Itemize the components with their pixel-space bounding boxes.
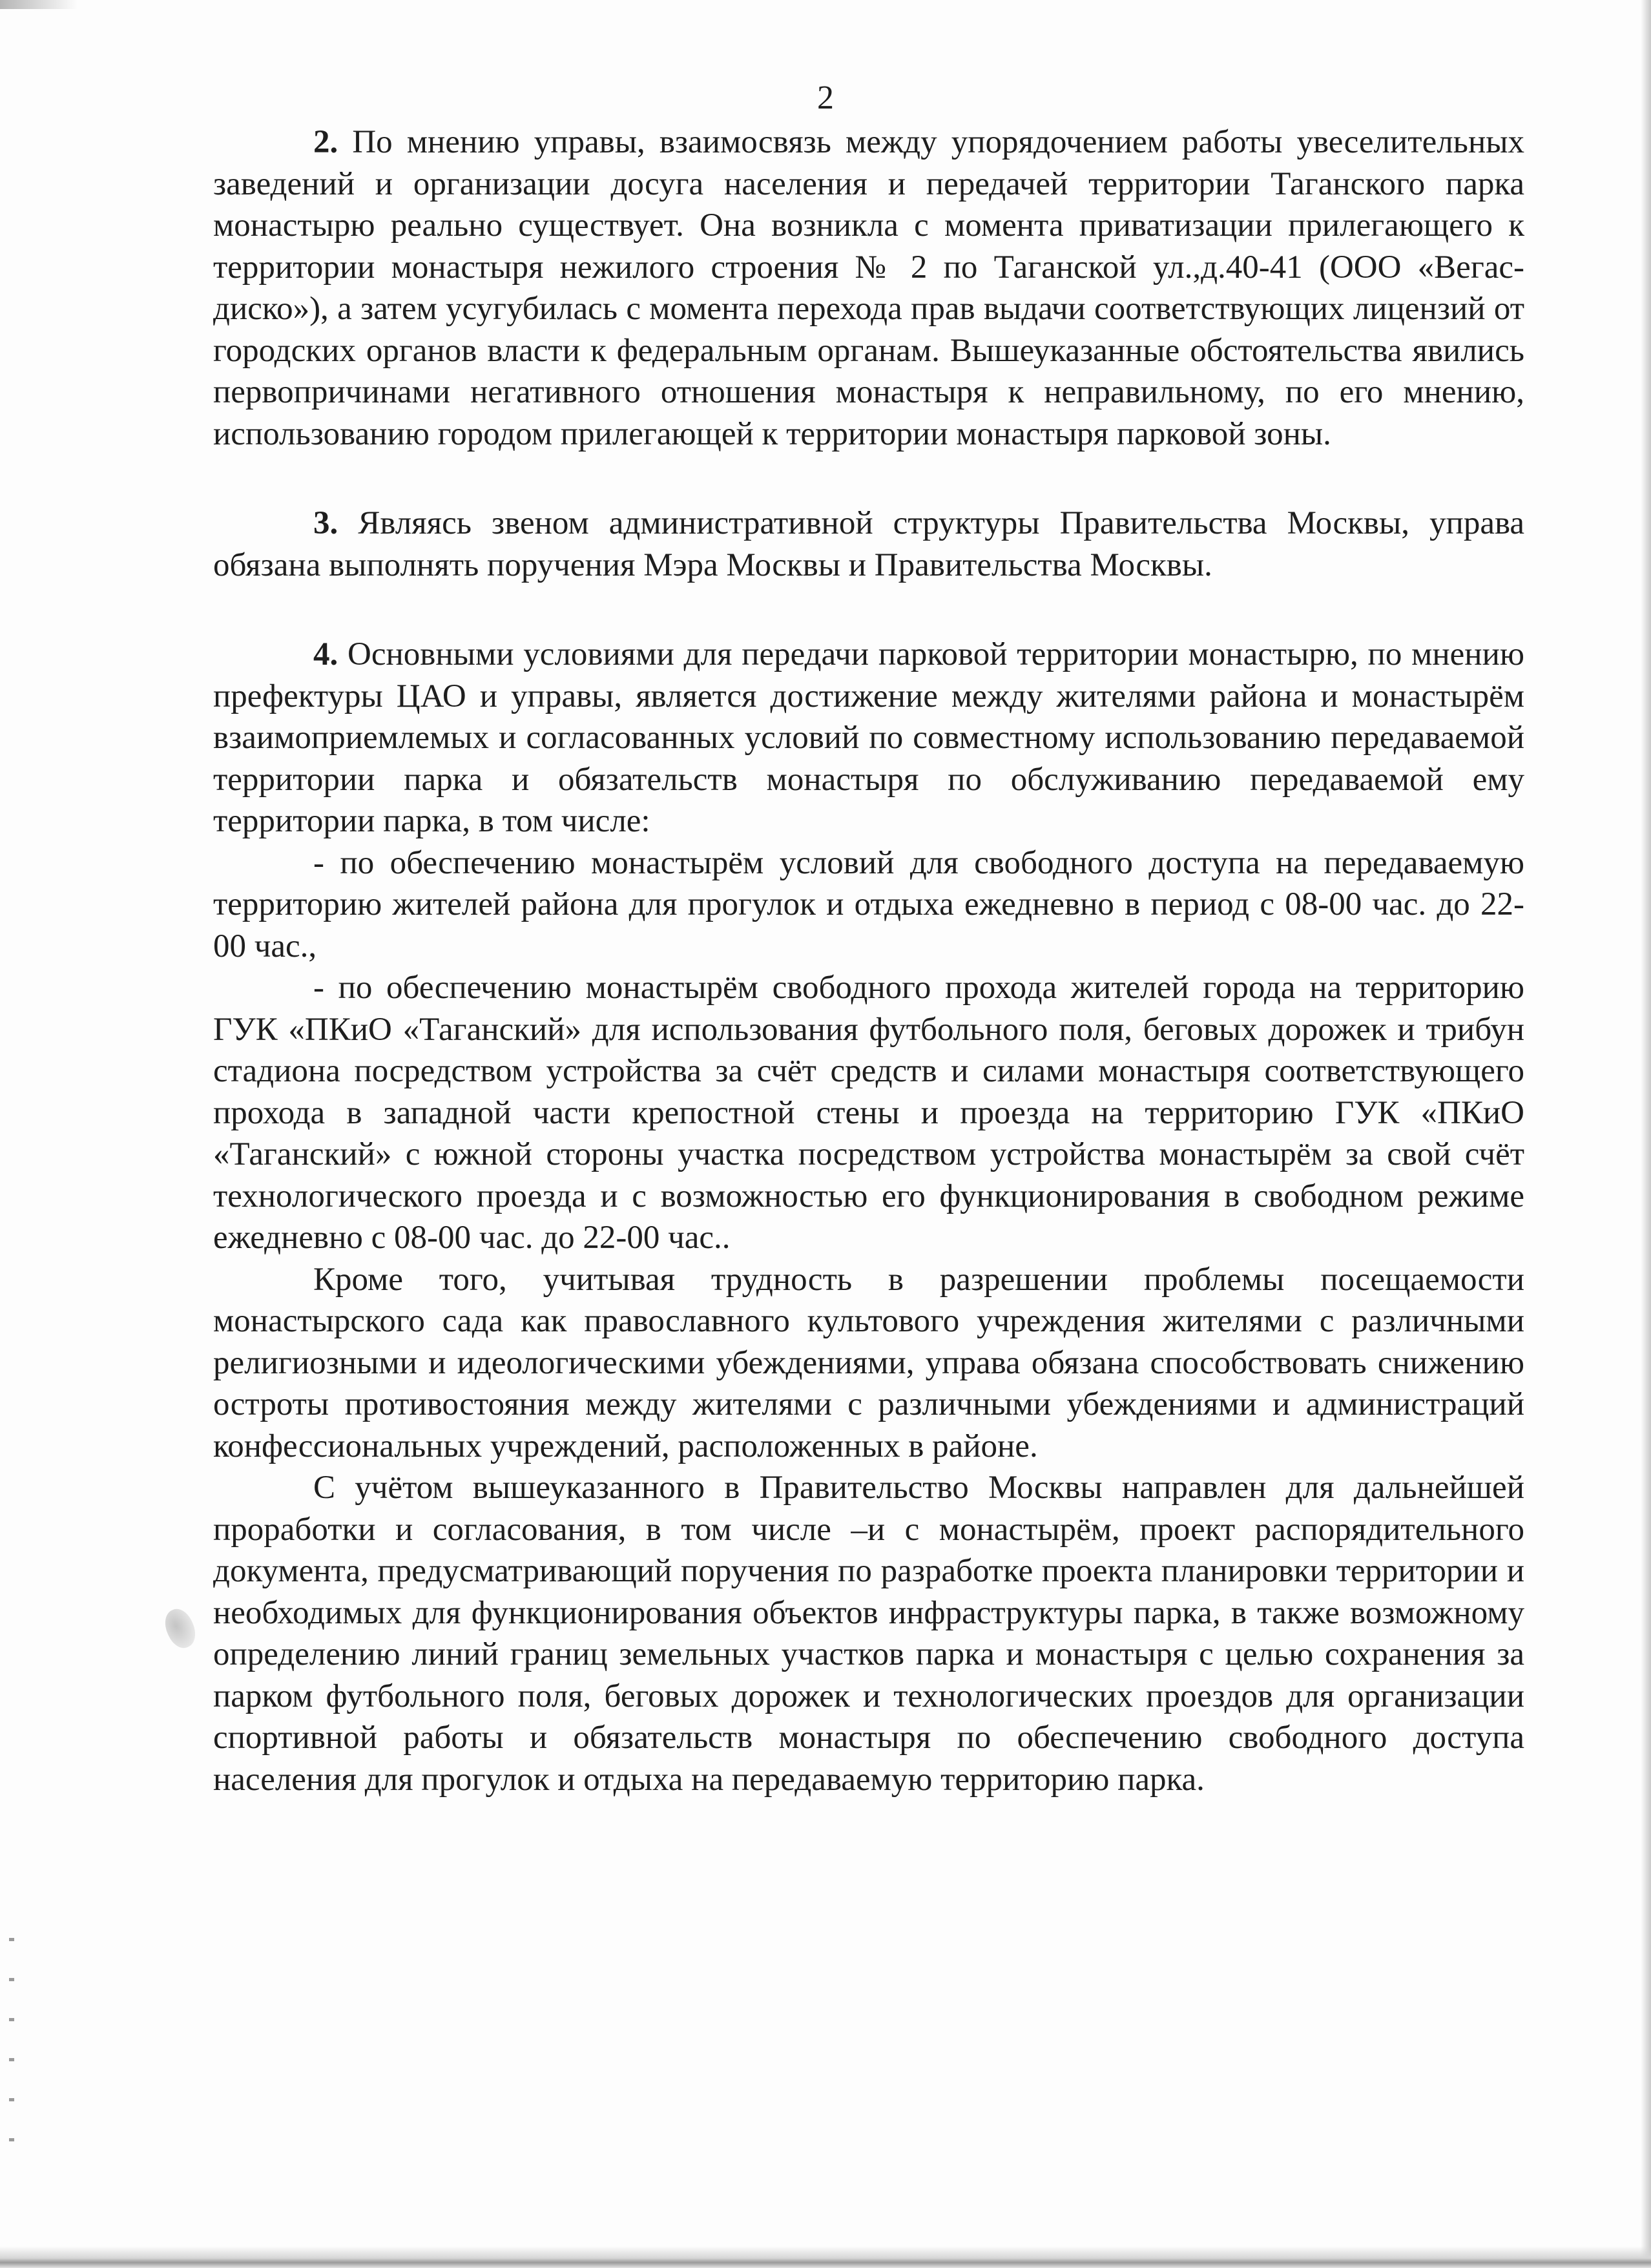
paragraph-2	[213, 121, 1524, 455]
document-body	[213, 121, 1524, 1800]
paragraph-gap	[213, 586, 1524, 634]
paragraph-number: 3.	[313, 505, 338, 541]
paragraph-text: Основными условиями для передачи парковой территории монастырю, по мнению префектуры ЦАО и управы, является достижение между жителями района и монастырём взаимоприемлемых и согласованных условий по совместному использованию передаваемой территории парка и обязательств монастыря по обслуживанию передаваемой ему территории парка, в том числе:	[213, 636, 1524, 839]
list-item: - по обеспечению монастырём условий для свободного доступа на передаваемую территорию жителей района для прогулок и отдыха ежедневно в период с 08-00 час. до 22-00 час.,	[213, 844, 1524, 964]
paragraph-text: По мнению управы, взаимосвязь между упорядочением работы увеселительных заведений и организации досуга населения и передачей территории Таганского парка монастырю реально существует. Она возникла с момента приватизации прилегающего к территории монастыря нежилого строения № 2 по Таганской ул.,д.40-41 (ООО «Вегас-диско»), а затем усугубилась с момента перехода прав выдачи соответствующих лицензий от городских органов власти к федеральным органам. Вышеуказанные обстоятельства явились первопричинами негативного отношения монастыря к неправильному, по его мнению, использованию городом прилегающей к территории монастыря парковой зоны.	[213, 124, 1524, 452]
paragraph-3	[213, 503, 1524, 586]
scan-edge-right	[1641, 0, 1651, 2268]
list-item: - по обеспечению монастырём свободного прохода жителей города на территорию ГУК «ПКиО «Таганский» для использования футбольного поля, беговых дорожек и трибун стадиона посредством устройства за счёт средств и силами монастыря соответствующего прохода в западной части крепостной стены и проезда на территорию ГУК «ПКиО «Таганский» с южной стороны участка посредством устройства монастырём за свой счёт технологического проезда и с возможностью его функционирования в свободном режиме ежедневно с 08-00 час. до 22-00 час..	[213, 970, 1524, 1256]
scan-edge-bottom	[0, 2246, 1651, 2268]
margin-staple-marks	[9, 1938, 14, 2151]
paragraph-text: Являясь звеном административной структуры Правительства Москвы, управа обязана выполнять поручения Мэра Москвы и Правительства Москвы.	[213, 505, 1524, 583]
paragraph-4	[213, 634, 1524, 842]
paragraph-number: 2.	[313, 124, 338, 160]
paragraph-gap	[213, 455, 1524, 503]
punch-hole-mark	[160, 1605, 201, 1652]
scan-edge-top	[0, 0, 78, 9]
closing-paragraph: Кроме того, учитывая трудность в разрешении проблемы посещаемости монастырского сада как православного культового учреждения жителями с различными религиозными и идеологическими убеждениями, управа обязана способствовать снижению остроты противостояния между жителями с различными убеждениями и администраций конфессиональных учреждений, расположенных в районе.	[213, 1261, 1524, 1464]
page-number: 2	[817, 79, 834, 116]
paragraph-number: 4.	[313, 636, 338, 672]
closing-paragraph: С учётом вышеуказанного в Правительство Москвы направлен для дальнейшей проработки и согласования, в том числе –и с монастырём, проект распорядительного документа, предусматривающий поручения по разработке проекта планировки территории и необходимых для функционирования объектов инфраструктуры парка, в также возможному определению линий границ земельных участков парка и монастыря с целью сохранения за парком футбольного поля, беговых дорожек и технологических проездов для организации спортивной работы и обязательств монастыря по обеспечению свободного доступа населения для прогулок и отдыха на передаваемую территорию парка.	[213, 1470, 1524, 1798]
